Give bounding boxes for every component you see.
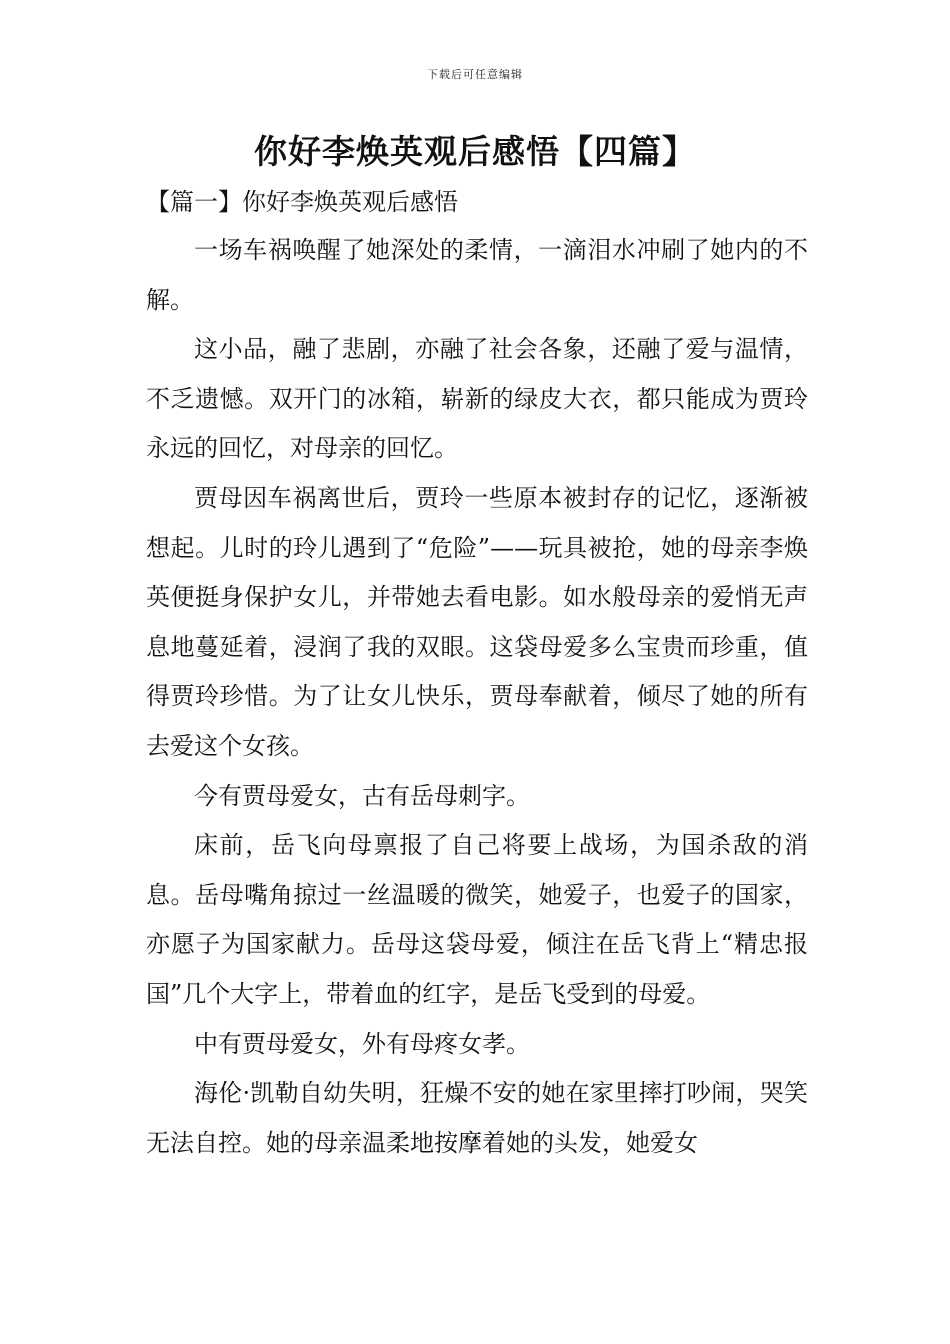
document-title: 你好李焕英观后感悟【四篇】 — [254, 132, 696, 171]
paragraph: 这小品，融了悲剧，亦融了社会各象，还融了爱与温情，不乏遗憾。双开门的冰箱，崭新的绿皮大衣，都只能成为贾玲永远的回忆，对母亲的回忆。 — [146, 335, 808, 463]
header-note: 下载后可任意编辑 — [427, 68, 523, 81]
paragraph: 贾母因车祸离世后，贾玲一些原本被封存的记忆，逐渐被想起。儿时的玲儿遇到了“危险”——玩具被抢，她的母亲李焕英便挺身保护女儿，并带她去看电影。如水般母亲的爱悄无声息地蔓延着，浸润了我的双眼。这袋母爱多么宝贵而珍重，值得贾玲珍惜。为了让女儿快乐，贾母奉献着，倾尽了她的所有去爱这个女孩。 — [146, 483, 808, 760]
paragraph: 海伦·凯勒自幼失明，狂燥不安的她在家里摔打吵闹，哭笑无法自控。她的母亲温柔地按摩着她的头发，她爱女 — [146, 1079, 808, 1157]
paragraph: 一场车祸唤醒了她深处的柔情，一滴泪水冲刷了她内的不解。 — [146, 236, 808, 314]
paragraph: 今有贾母爱女，古有岳母刺字。 — [194, 781, 530, 810]
paragraph: 中有贾母爱女，外有母疼女孝。 — [194, 1029, 530, 1058]
paragraph: 床前，岳飞向母禀报了自己将要上战场，为国杀敌的消息。岳母嘴角掠过一丝温暖的微笑，她爱子，也爱子的国家，亦愿子为国家献力。岳母这袋母爱，倾注在岳飞背上“精忠报国”几个大字上，带着血的红字，是岳飞受到的母爱。 — [146, 831, 808, 1008]
body-text — [146, 226, 808, 1168]
section-heading: 【篇一】你好李焕英观后感悟 — [146, 188, 458, 216]
